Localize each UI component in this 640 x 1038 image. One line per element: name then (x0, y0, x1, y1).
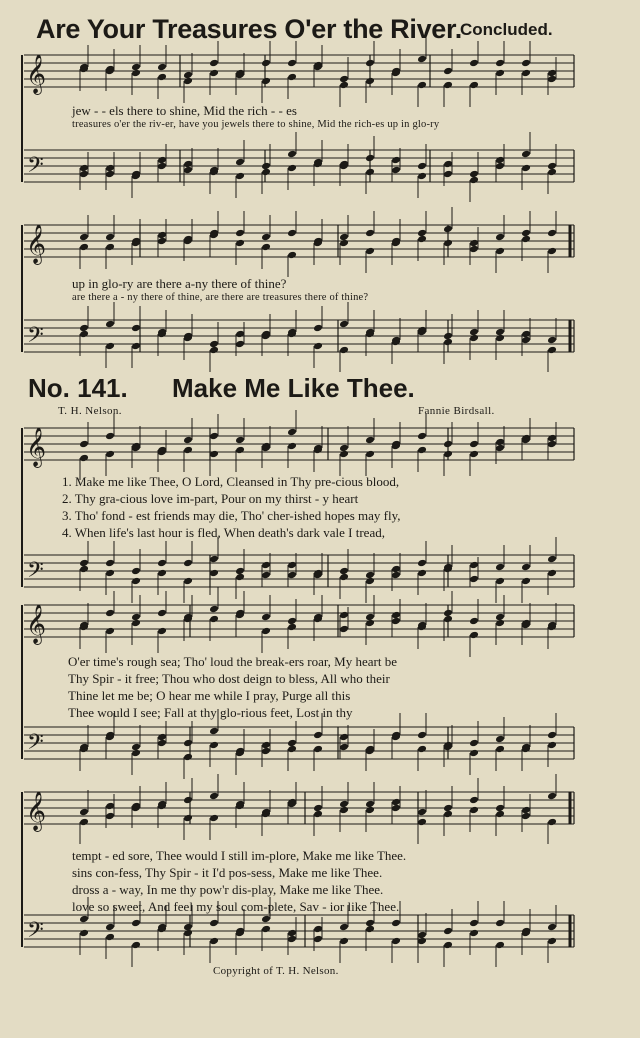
svg-text:𝄞: 𝄞 (26, 604, 47, 644)
song-title: Are Your Treasures O'er the River. (36, 14, 462, 44)
hymn-number: No. 141. (28, 373, 128, 403)
svg-text:𝄢: 𝄢 (27, 558, 44, 588)
verse-2-line-a: 2. Thy gra-cious love im-part, Pour on my thirst - y heart (62, 491, 359, 506)
svg-text:𝄢: 𝄢 (27, 730, 44, 760)
svg-text:𝄞: 𝄞 (26, 224, 47, 264)
lyric-line-2: treasures o'er the riv-er, have you jewels there to shine, Mid the rich-es up in glo-ry (72, 119, 440, 130)
svg-text:𝄢: 𝄢 (27, 323, 44, 353)
svg-text:𝄢: 𝄢 (27, 153, 44, 183)
concluded-label: Concluded. (460, 20, 553, 39)
verse-2-line-b: Thy Spir - it free; Thou who dost deign to bless, All who their (68, 671, 390, 686)
svg-text:𝄞: 𝄞 (26, 54, 47, 94)
svg-text:𝄞: 𝄞 (26, 427, 47, 467)
copyright-notice: Copyright of T. H. Nelson. (213, 965, 339, 977)
svg-text:𝄞: 𝄞 (26, 791, 47, 831)
verse-3-line-c: dross a - way, In me thy pow'r dis-play, Make me like Thee. (72, 882, 384, 897)
verse-1-line-c: tempt - ed sore, Thee would I still im-plore, Make me like Thee. (72, 848, 407, 863)
verse-1-line-a: 1. Make me like Thee, O Lord, Cleansed in Thy pre-cious blood, (62, 474, 400, 489)
lyric-line-3: up in glo-ry are there a-ny there of thine? (72, 276, 287, 291)
hymn-title: Make Me Like Thee. (172, 373, 415, 403)
verse-2-line-c: sins con-fess, Thy Spir - it I'd pos-sess, Make me like Thee. (72, 865, 383, 880)
verse-4-line-c: love so sweet, And feel my soul com-plete, Sav - ior like Thee. (72, 899, 400, 914)
author-credit: Fannie Birdsall. (418, 405, 495, 417)
lyric-line-4: are there a - ny there of thine, are there are treasures there of thine? (72, 292, 369, 303)
lyric-line-1: jew - - els there to shine, Mid the rich - - es (72, 103, 297, 118)
verse-4-line-b: Thee would I see; Fall at thy glo-rious feet, Lost in thy (68, 705, 353, 720)
verse-3-line-b: Thine let me be; O hear me while I pray, Purge all this (68, 688, 351, 703)
composer-credit: T. H. Nelson. (58, 405, 122, 417)
svg-text:𝄢: 𝄢 (27, 918, 44, 948)
verse-4-line-a: 4. When life's last hour is fled, When death's dark vale I tread, (62, 525, 385, 540)
verse-3-line-a: 3. Tho' fond - est friends may die, Tho' cher-ished hopes may fly, (62, 508, 401, 523)
verse-1-line-b: O'er time's rough sea; Tho' loud the break-ers roar, My heart be (68, 654, 397, 669)
